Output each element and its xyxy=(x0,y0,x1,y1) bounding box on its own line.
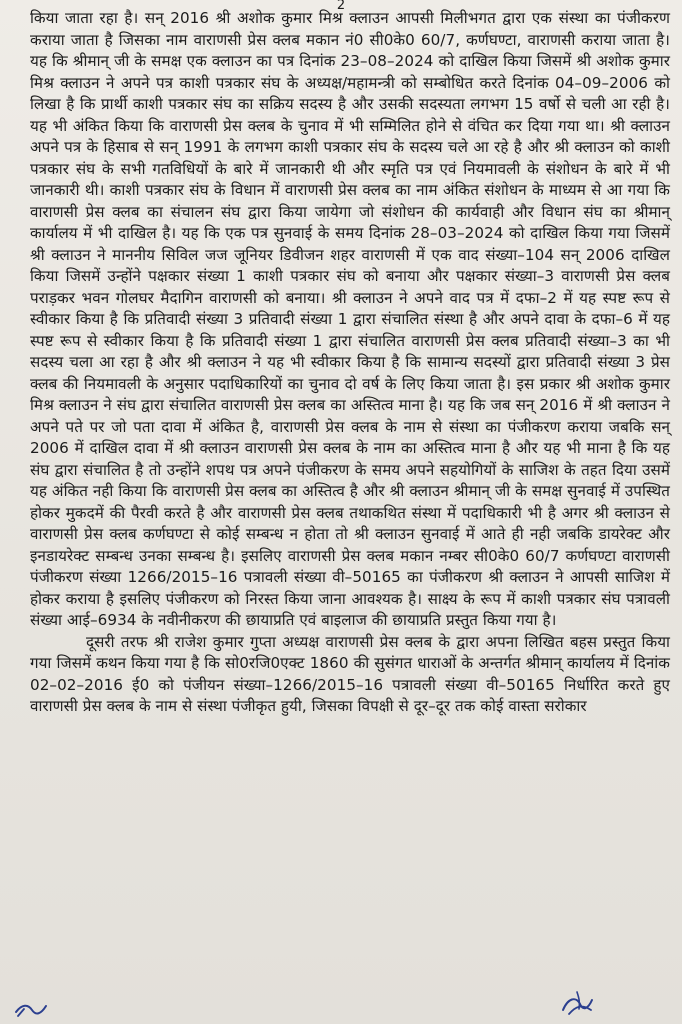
signature-mark xyxy=(558,986,600,1020)
ink-mark-left xyxy=(10,994,50,1020)
document-body xyxy=(30,8,670,718)
paragraph-2: दूसरी तरफ श्री राजेश कुमार गुप्ता अध्यक्ष वाराणसी प्रेस क्लब के द्वारा अपना लिखित बहस प्रस्तुत किया गया जिसमें कथन किया गया है कि सो0रजि0एक्ट 1860 की सुसंगत धाराओं के अन्तर्गत श्रीमान् कार्यालय में दिनांक 02–02–2016 ई0 को पंजीयन संख्या–1266/2015–16 पत्रावली संख्या वी–50165 निर्धारित करते हुए वाराणसी प्रेस क्लब के नाम से संस्था पंजीकृत हुयी, जिसका विपक्षी से दूर–दूर तक कोई वास्ता सरोकार xyxy=(30,632,670,715)
page-number: 2 xyxy=(336,0,346,13)
paragraph-1: किया जाता रहा है। सन् 2016 श्री अशोक कुमार मिश्र क्लाउन आपसी मिलीभगत द्वारा एक संस्था का पंजीकरण कराया जाता है जिसका नाम वाराणसी प्रेस क्लब मकान नं0 सी0के0 60/7, कर्णघण्टा, वाराणसी कराया जाता है। यह कि श्रीमान् जी के समक्ष एक क्लाउन का पत्र दिनांक 23–08–2024 को दाखिल किया जिसमें श्री अशोक कुमार मिश्र क्लाउन ने अपने पत्र काशी पत्रकार संघ के अध्यक्ष/महामन्त्री को सम्बोधित करते दिनांक 04–09–2006 को लिखा है कि प्रार्थी काशी पत्रकार संघ का सक्रिय सदस्य है और उसकी सदस्यता लगभग 15 वर्षो से चली आ रही है। यह भी अंकित किया कि वाराणसी प्रेस क्लब के चुनाव में भी सम्मिलित होने से वंचित कर दिया गया था। श्री क्लाउन अपने पत्र के हिसाब से सन् 1991 के लगभग काशी पत्रकार संघ के सदस्य चले आ रहे है और श्री क्लाउन को काशी पत्रकार संघ के सभी गतविधियों के बारे में जानकारी थी और स्मृति पत्र एवं नियमावली के संशोधन के बारे में भी जानकारी थी। काशी पत्रकार संघ के विधान में वाराणसी प्रेस क्लब का नाम अंकित संशोधन के माध्यम से आ गया कि वाराणसी प्रेस क्लब का संचालन संघ द्वारा किया जायेगा जो संशोधन की कार्यवाही और विधान संघ का श्रीमान् कार्यालय में भी दाखिल है। यह कि एक पत्र सुनवाई के समय दिनांक 28–03–2024 को दाखिल किया गया जिसमें श्री क्लाउन ने माननीय सिविल जज जूनियर डिवीजन शहर वाराणसी में एक वाद संख्या–104 सन् 2006 दाखिल किया जिसमें उन्होंने पक्षकार संख्या 1 काशी पत्रकार संघ को बनाया और पक्षकार संख्या–3 वाराणसी प्रेस क्लब पराड़कर भवन गोलघर मैदागिन वाराणसी को बनाया। श्री क्लाउन ने अपने वाद पत्र में दफा–2 में यह स्पष्ट रूप से स्वीकार किया है कि प्रतिवादी संख्या 3 प्रतिवादी संख्या 1 द्वारा संचालित संस्था है और अपने दावा के दफा–6 में यह स्पष्ट रूप से स्वीकार किया है कि प्रतिवादी संख्या 1 द्वारा संचालित वाराणसी प्रेस क्लब प्रतिवादी संख्या–3 का भी सदस्य चला आ रहा है और श्री क्लाउन ने यह भी स्वीकार किया है कि सामान्य सदस्यों द्वारा प्रतिवादी संख्या 3 प्रेस क्लब की नियमावली के अनुसार पदाधिकारियों का चुनाव दो वर्ष के लिए किया जाता है। इस प्रकार श्री अशोक कुमार मिश्र क्लाउन ने संघ द्वारा संचालित वाराणसी प्रेस क्लब का अस्तित्व माना है। यह कि जब सन् 2016 में श्री क्लाउन ने अपने पते पर जो पता दावा में अंकित है, वाराणसी प्रेस क्लब के नाम से संस्था का पंजीकरण कराया जबकि सन् 2006 में दाखिल दावा में श्री क्लाउन वाराणसी प्रेस क्लब के नाम का अस्तित्व माना है और यह भी माना है कि यह संघ द्वारा संचालित है तो उन्होंने शपथ पत्र अपने पंजीकरण के समय अपने सहयोगियों के साजिश के तहत दिया उसमें यह अंकित नही किया कि वाराणसी प्रेस क्लब का अस्तित्व है और श्री क्लाउन श्रीमान् जी के समक्ष सुनवाई में उपस्थित होकर मुकदमें की पैरवी करते है और वाराणसी प्रेस क्लब तथाकथित संस्था में पदाधिकारी भी है अगर श्री क्लाउन से वाराणसी प्रेस क्लब कर्णघण्टा से कोई सम्बन्ध न होता तो श्री क्लाउन सुनवाई में आते ही नही जबकि डायरेक्ट और इनडायरेक्ट सम्बन्ध उनका सम्बन्ध है। इसलिए वाराणसी प्रेस क्लब मकान नम्बर सी0के0 60/7 कर्णघण्टा वाराणसी पंजीकरण संख्या 1266/2015–16 पत्रावली संख्या वी–50165 का पंजीकरण श्री क्लाउन ने आपसी साजिश में होकर कराया है इसलिए पंजीकरण को निरस्त किया जाना आवश्यक है। साक्ष्य के रूप में काशी पत्रकार संघ पत्रावली संख्या आई–6934 के नवीनीकरण की छायाप्रति एवं बाइलाज की छायाप्रति प्रस्तुत किया गया है। xyxy=(30,9,670,629)
